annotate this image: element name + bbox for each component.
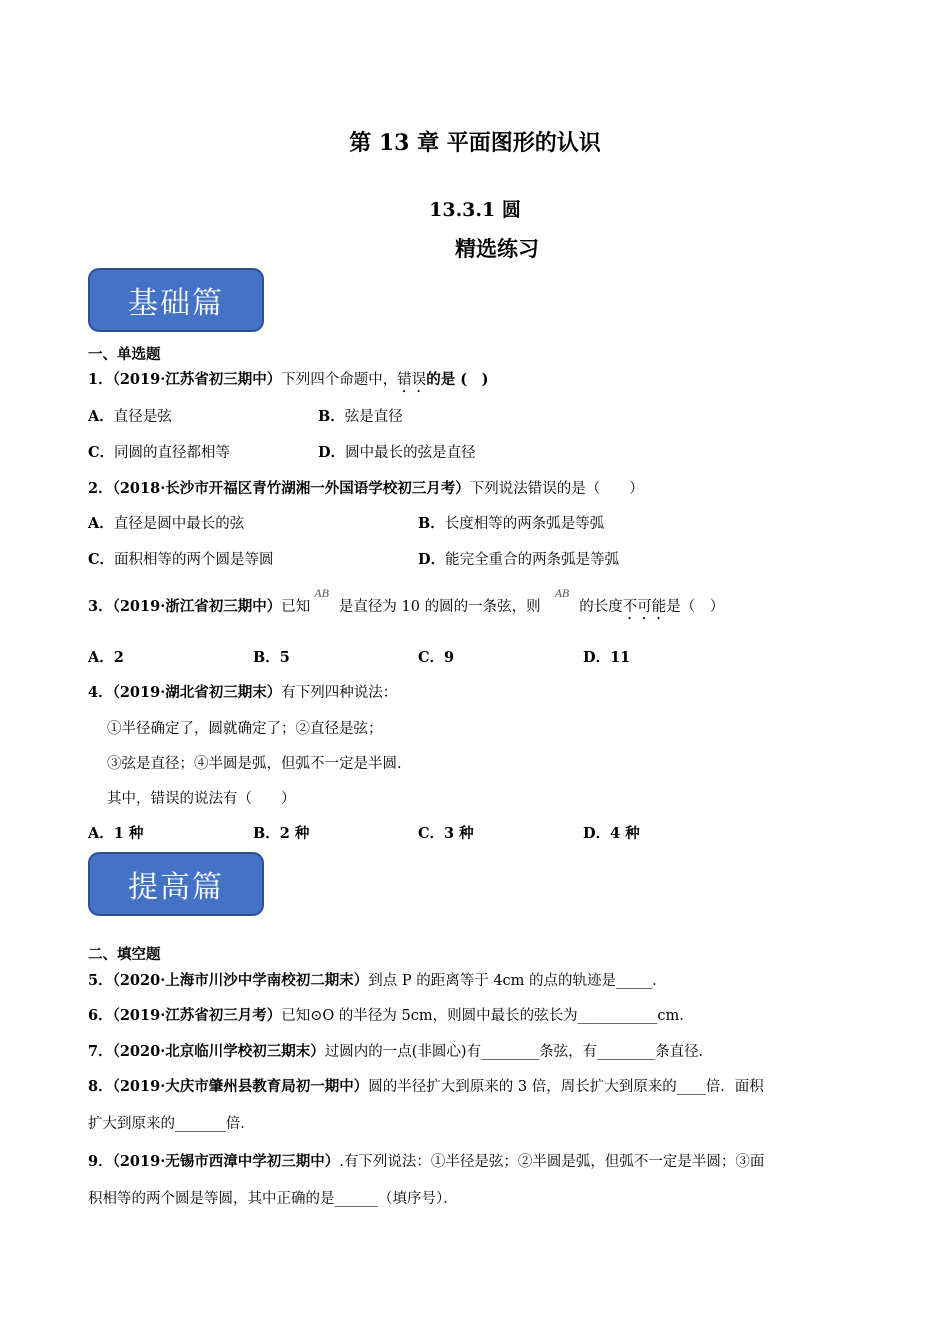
question-3	[88, 586, 725, 623]
q4-statement-2: ③弦是直径；④半圆是弧，但弧不一定是半圆．	[107, 756, 412, 772]
q1-option-c: C．同圆的直径都相等	[88, 444, 231, 461]
q1-option-d: D．圆中最长的弦是直径	[318, 444, 476, 461]
question-8-continued: 扩大到原来的_______倍．	[88, 1116, 255, 1132]
q1-number: 1．	[88, 371, 113, 388]
q4-option-b: B．2 种	[253, 825, 310, 842]
q3-number: 3．	[88, 598, 113, 615]
q3-text-1: 已知	[281, 599, 311, 615]
q2-option-d: D．能完全重合的两条弧是等弧	[418, 551, 620, 568]
q4-statement-3: 其中，错误的说法有（ ）	[107, 791, 296, 807]
chapter-title: 第 13 章 平面图形的认识	[349, 130, 601, 156]
q2-option-c: C．面积相等的两个圆是等圆	[88, 551, 274, 568]
q1-option-a: A．直径是弦	[88, 408, 172, 425]
q2-number: 2．	[88, 480, 113, 497]
question-7: 7．（2020·北京临川学校初三期末）过圆内的一点(非圆心)有________条弦，有________条直径．	[88, 1043, 714, 1060]
q2-text: 下列说法错误的是（ ）	[469, 481, 644, 497]
question-5: 5．（2020·上海市川沙中学南校初二期末）到点 P 的距离等于 4cm 的点的轨迹是_____．	[88, 972, 667, 989]
part1-heading: 一、单选题	[88, 346, 161, 363]
q3-option-b: B．5	[253, 649, 290, 666]
part2-heading: 二、填空题	[88, 946, 161, 963]
q3-option-d: D．11	[583, 649, 631, 666]
q4-option-a: A．1 种	[88, 825, 144, 842]
q3-text-4: 是（ ）	[666, 599, 725, 615]
question-9: 9．（2019·无锡市西漳中学初三期中）.有下列说法：①半径是弦；②半圆是弧，但弧不一定是半圆；③面	[88, 1153, 765, 1170]
q4-number: 4．	[88, 684, 113, 701]
q3-option-a: A．2	[88, 649, 124, 666]
question-9-continued: 积相等的两个圆是等圆，其中正确的是______（填序号）．	[88, 1191, 458, 1207]
q1-text-end: 的是 ( )	[426, 371, 489, 388]
q1-option-b: B．弦是直径	[318, 408, 403, 425]
q3-arc-ab-1: AB	[314, 586, 329, 600]
q2-option-a: A．直径是圆中最长的弦	[88, 515, 245, 532]
q3-text-3: 的长度	[579, 599, 623, 615]
q3-emphasis: 不可能	[622, 599, 667, 615]
question-1	[88, 368, 489, 396]
question-2	[88, 477, 644, 498]
question-4	[88, 681, 397, 702]
q1-text: 下列四个命题中，	[281, 372, 398, 388]
q3-source: （2019·浙江省初三期中）	[112, 598, 282, 615]
section-title: 13.3.1 圆	[429, 199, 521, 221]
advanced-section-banner: 提高篇	[88, 852, 264, 916]
q1-source: （2019·江苏省初三期中）	[112, 371, 282, 388]
q3-arc-ab-2: AB	[554, 586, 570, 600]
q4-text: 有下列四种说法：	[281, 685, 398, 701]
question-8: 8．（2019·大庆市肇州县教育局初一期中）圆的半径扩大到原来的 3 倍，周长扩大到原来的____倍．面积	[88, 1078, 764, 1095]
q3-option-c: C．9	[418, 649, 455, 666]
q4-option-c: C．3 种	[418, 825, 474, 842]
q2-option-b: B．长度相等的两条弧是等弧	[418, 515, 605, 532]
q1-emphasis: 错误	[397, 372, 427, 388]
q4-source: （2019·湖北省初三期末）	[112, 684, 282, 701]
basic-section-banner: 基础篇	[88, 268, 264, 332]
question-6: 6．（2019·江苏省初三月考）已知⊙O 的半径为 5cm，则圆中最长的弦长为___________cm．	[88, 1007, 694, 1024]
q3-text-2: 是直径为 10 的圆的一条弦，则	[338, 599, 541, 615]
q4-option-d: D．4 种	[583, 825, 640, 842]
q4-statement-1: ①半径确定了，圆就确定了；②直径是弦；	[107, 721, 383, 737]
q2-source: （2018·长沙市开福区青竹湖湘一外国语学校初三月考）	[112, 480, 470, 497]
subtitle: 精选练习	[455, 236, 539, 261]
